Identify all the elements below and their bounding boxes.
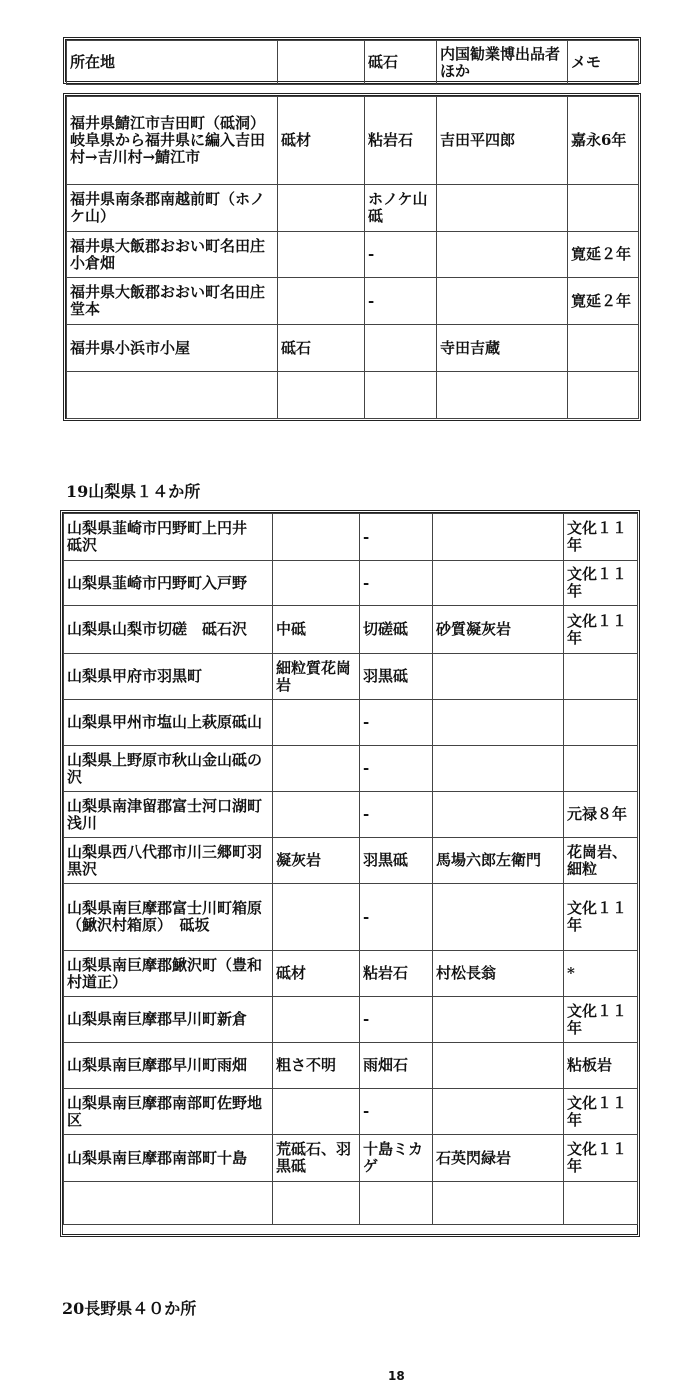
cell-exhibitor	[437, 232, 568, 278]
cell-exhibitor	[433, 1043, 564, 1089]
cell-location: 山梨県南巨摩郡早川町新倉	[64, 997, 273, 1043]
cell-whetstone: 羽黒砥	[360, 838, 433, 884]
cell-material	[278, 372, 365, 419]
cell-memo	[564, 654, 638, 700]
section-title-yamanashi: 19山梨県１４か所	[66, 482, 201, 501]
cell-location: 山梨県上野原市秋山金山砥の沢	[64, 746, 273, 792]
cell-material: 砥材	[273, 951, 360, 997]
cell-location: 福井県南条郡南越前町（ホノケ山）	[67, 185, 278, 232]
cell-location: 山梨県南巨摩郡南部町佐野地区	[64, 1089, 273, 1135]
table-row	[67, 97, 639, 185]
cell-whetstone: -	[360, 514, 433, 561]
cell-exhibitor	[437, 372, 568, 419]
cell-memo: 嘉永6年	[568, 97, 639, 185]
cell-material: 砥石	[278, 325, 365, 372]
cell-material: 凝灰岩	[273, 838, 360, 884]
table-row	[64, 700, 638, 746]
table-row	[67, 325, 639, 372]
table-row	[64, 1135, 638, 1182]
cell-whetstone: -	[365, 278, 437, 325]
cell-memo: 文化１１年	[564, 606, 638, 654]
cell-memo	[564, 700, 638, 746]
cell-location: 山梨県西八代郡市川三郷町羽黒沢	[64, 838, 273, 884]
cell-whetstone: 雨畑石	[360, 1043, 433, 1089]
table-row	[64, 1182, 638, 1225]
cell-location: 福井県鯖江市吉田町（砥洞）岐阜県から福井県に編入吉田村→吉川村→鯖江市	[67, 97, 278, 185]
cell-whetstone: -	[360, 700, 433, 746]
cell-memo: 元禄８年	[564, 792, 638, 838]
cell-whetstone: ホノケ山砥	[365, 185, 437, 232]
cell-whetstone: -	[360, 884, 433, 951]
cell-whetstone: 切磋砥	[360, 606, 433, 654]
page-number: 18	[388, 1369, 405, 1383]
table-row	[67, 185, 639, 232]
cell-memo: 文化１１年	[564, 1089, 638, 1135]
cell-exhibitor: 吉田平四郎	[437, 97, 568, 185]
cell-memo: 文化１１年	[564, 561, 638, 606]
cell-material	[273, 561, 360, 606]
cell-memo: 文化１１年	[564, 884, 638, 951]
cell-material	[273, 997, 360, 1043]
table-row	[64, 606, 638, 654]
table1-body	[63, 93, 641, 421]
cell-whetstone: 十島ミカゲ	[360, 1135, 433, 1182]
cell-location: 山梨県南巨摩郡南部町十島	[64, 1135, 273, 1182]
cell-whetstone: 粘岩石	[360, 951, 433, 997]
cell-location: 福井県大飯郡おおい町名田庄堂本	[67, 278, 278, 325]
cell-exhibitor	[433, 1182, 564, 1225]
cell-memo: *	[564, 951, 638, 997]
cell-whetstone: -	[360, 561, 433, 606]
table-row	[64, 1043, 638, 1089]
table-row	[64, 997, 638, 1043]
table-row	[64, 792, 638, 838]
cell-memo: 文化１１年	[564, 1135, 638, 1182]
cell-location: 山梨県南巨摩郡富士川町箱原（鰍沢村箱原） 砥坂	[64, 884, 273, 951]
cell-exhibitor	[433, 654, 564, 700]
header-cell-exhibitor: 内国勧業博出品者ほか	[437, 41, 568, 85]
cell-exhibitor	[433, 514, 564, 561]
cell-exhibitor: 石英閃緑岩	[433, 1135, 564, 1182]
cell-memo: 文化１１年	[564, 997, 638, 1043]
cell-location: 山梨県南津留郡富士河口湖町浅川	[64, 792, 273, 838]
cell-memo: 寛延２年	[568, 278, 639, 325]
header-cell-location: 所在地	[67, 41, 278, 85]
cell-whetstone: -	[360, 792, 433, 838]
cell-material: 砥材	[278, 97, 365, 185]
cell-location: 山梨県韮崎市円野町上円井 砥沢	[64, 514, 273, 561]
cell-material	[273, 700, 360, 746]
cell-exhibitor: 寺田吉蔵	[437, 325, 568, 372]
cell-whetstone: -	[360, 997, 433, 1043]
cell-memo	[568, 325, 639, 372]
cell-material	[273, 746, 360, 792]
cell-location	[67, 372, 278, 419]
cell-memo: 寛延２年	[568, 232, 639, 278]
cell-whetstone: -	[360, 1089, 433, 1135]
table-row	[64, 561, 638, 606]
cell-exhibitor: 村松長翁	[433, 951, 564, 997]
cell-exhibitor	[433, 792, 564, 838]
cell-exhibitor	[437, 278, 568, 325]
cell-location: 山梨県南巨摩郡早川町雨畑	[64, 1043, 273, 1089]
table-row	[64, 514, 638, 561]
table-row	[67, 232, 639, 278]
cell-material	[278, 185, 365, 232]
cell-exhibitor	[433, 700, 564, 746]
cell-exhibitor	[433, 1089, 564, 1135]
cell-memo	[568, 372, 639, 419]
table-row	[64, 884, 638, 951]
cell-whetstone	[360, 1182, 433, 1225]
header-cell-blank	[278, 41, 365, 85]
section-title-nagano: 20長野県４０か所	[62, 1299, 197, 1318]
cell-material: 粗さ不明	[273, 1043, 360, 1089]
cell-whetstone	[365, 372, 437, 419]
cell-material	[273, 884, 360, 951]
cell-location: 山梨県甲府市羽黒町	[64, 654, 273, 700]
cell-whetstone	[365, 325, 437, 372]
table-row	[64, 951, 638, 997]
cell-location: 福井県小浜市小屋	[67, 325, 278, 372]
cell-exhibitor	[433, 884, 564, 951]
cell-location: 福井県大飯郡おおい町名田庄小倉畑	[67, 232, 278, 278]
cell-location: 山梨県南巨摩郡鰍沢町（豊和村道正）	[64, 951, 273, 997]
cell-material	[273, 1182, 360, 1225]
cell-material	[273, 514, 360, 561]
table-row	[67, 372, 639, 419]
cell-memo: 文化１１年	[564, 514, 638, 561]
cell-whetstone: -	[365, 232, 437, 278]
cell-location	[64, 1182, 273, 1225]
cell-memo	[568, 185, 639, 232]
cell-whetstone: 粘岩石	[365, 97, 437, 185]
cell-location: 山梨県山梨市切磋 砥石沢	[64, 606, 273, 654]
cell-memo	[564, 1182, 638, 1225]
cell-material	[273, 1089, 360, 1135]
table-header-row	[67, 41, 639, 85]
cell-memo: 粘板岩	[564, 1043, 638, 1089]
cell-material	[278, 232, 365, 278]
cell-material: 細粒質花崗岩	[273, 654, 360, 700]
cell-exhibitor	[433, 997, 564, 1043]
cell-location: 山梨県甲州市塩山上萩原砥山	[64, 700, 273, 746]
cell-material	[278, 278, 365, 325]
cell-memo: 花崗岩、細粒	[564, 838, 638, 884]
table1-header	[63, 37, 641, 84]
table-row	[64, 746, 638, 792]
table-row	[64, 1089, 638, 1135]
table2	[60, 510, 640, 1237]
cell-whetstone: 羽黒砥	[360, 654, 433, 700]
cell-material: 荒砥石、羽黒砥	[273, 1135, 360, 1182]
header-cell-memo: メモ	[568, 41, 639, 85]
cell-exhibitor	[433, 561, 564, 606]
cell-material: 中砥	[273, 606, 360, 654]
cell-exhibitor: 砂質凝灰岩	[433, 606, 564, 654]
cell-material	[273, 792, 360, 838]
header-cell-whetstone: 砥石	[365, 41, 437, 85]
table-row	[64, 838, 638, 884]
cell-location: 山梨県韮崎市円野町入戸野	[64, 561, 273, 606]
cell-exhibitor	[437, 185, 568, 232]
table-row	[64, 654, 638, 700]
cell-whetstone: -	[360, 746, 433, 792]
cell-memo	[564, 746, 638, 792]
table-row	[67, 278, 639, 325]
cell-exhibitor	[433, 746, 564, 792]
cell-exhibitor: 馬場六郎左衛門	[433, 838, 564, 884]
